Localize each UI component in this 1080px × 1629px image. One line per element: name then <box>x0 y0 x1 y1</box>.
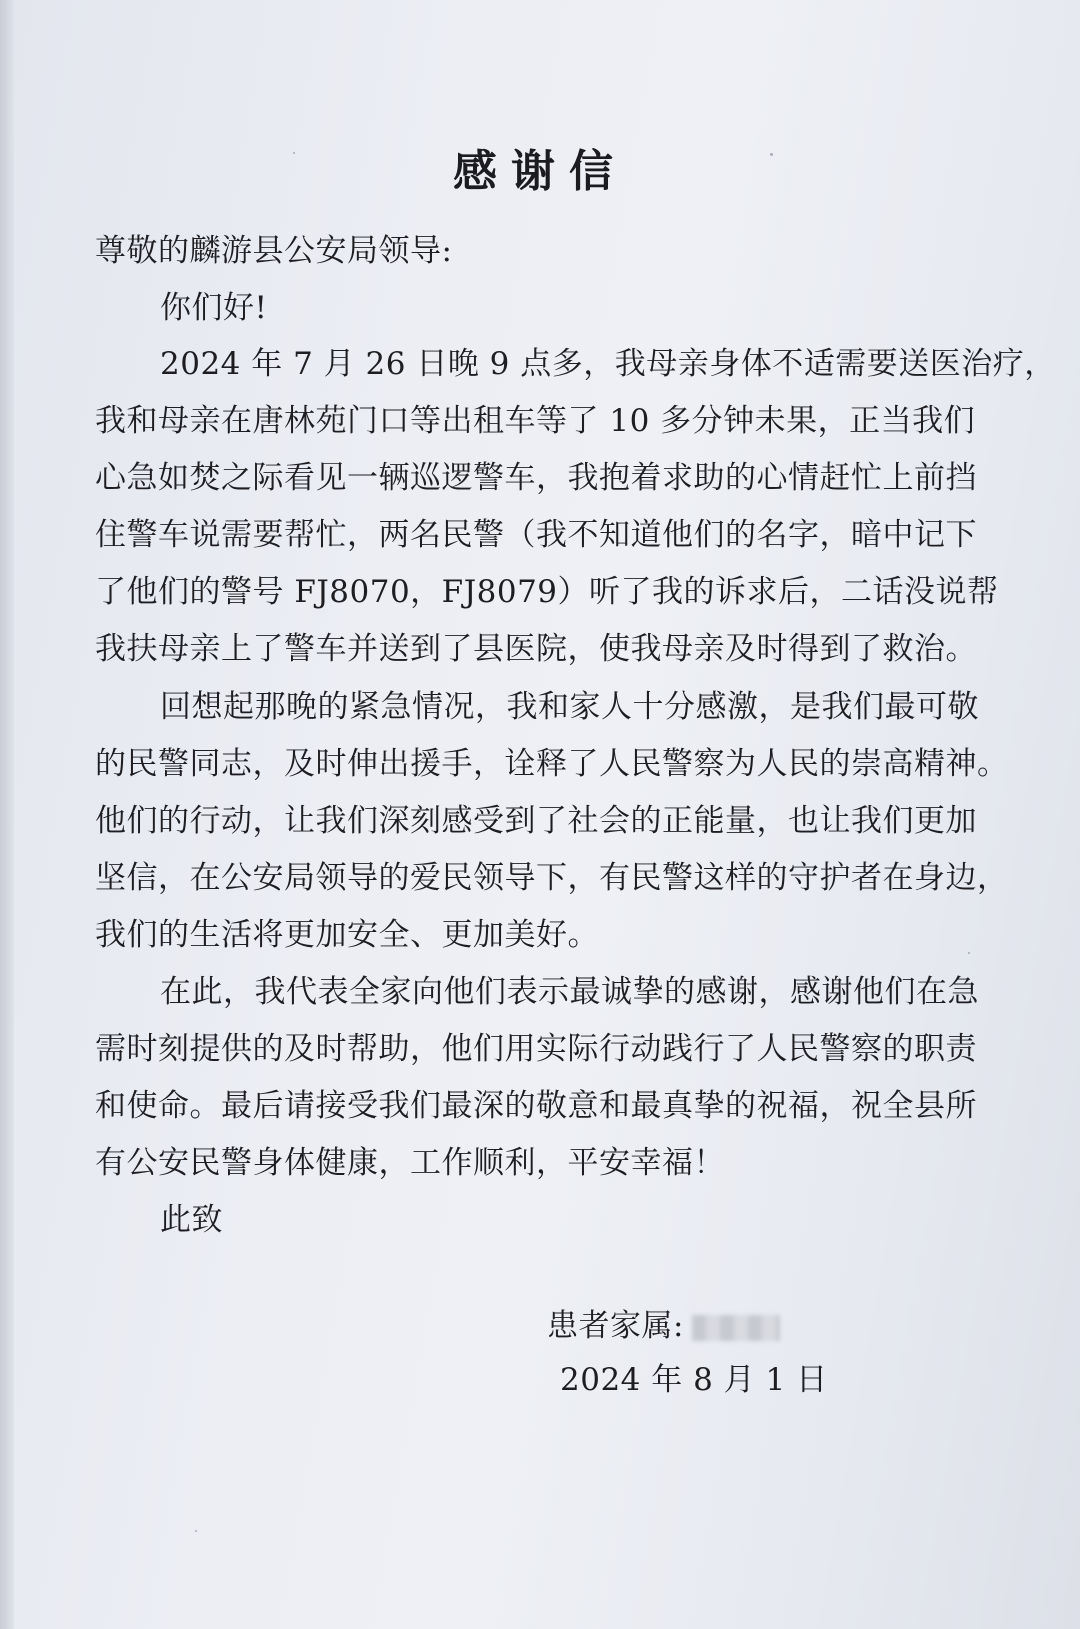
paragraph-line: 我们的生活将更加安全、更加美好。 <box>95 917 599 953</box>
greeting: 你们好! <box>160 290 268 326</box>
paragraph-line: 有公安民警身体健康，工作顺利，平安幸福！ <box>95 1145 725 1181</box>
paragraph-line: 住警车说需要帮忙，两名民警（我不知道他们的名字，暗中记下 <box>95 517 977 553</box>
paragraph-line: 心急如焚之际看见一辆巡逻警车，我抱着求助的心情赶忙上前挡 <box>95 460 977 496</box>
salutation: 尊敬的麟游县公安局领导: <box>95 233 453 269</box>
paragraph-line: 的民警同志，及时伸出援手，诠释了人民警察为人民的崇高精神。 <box>95 746 1009 782</box>
paragraph-line: 需时刻提供的及时帮助，他们用实际行动践行了人民警察的职责 <box>95 1031 977 1067</box>
paragraph-line: 坚信，在公安局领导的爱民领导下，有民警这样的守护者在身边， <box>95 860 1009 896</box>
redacted-name <box>692 1315 780 1341</box>
closing: 此致 <box>160 1202 223 1238</box>
paragraph-line: 和使命。最后请接受我们最深的敬意和最真挚的祝福，祝全县所 <box>95 1088 977 1124</box>
paragraph-line: 了他们的警号 FJ8070，FJ8079）听了我的诉求后，二话没说帮 <box>95 574 999 610</box>
paragraph-line: 2024 年 7 月 26 日晚 9 点多，我母亲身体不适需要送医治疗， <box>160 346 1056 382</box>
paper-speck <box>195 1530 197 1532</box>
paragraph-line: 在此，我代表全家向他们表示最诚挚的感谢，感谢他们在急 <box>160 974 979 1010</box>
paragraph-line: 我和母亲在唐林苑门口等出租车等了 10 多分钟未果，正当我们 <box>95 403 976 439</box>
paragraph-line: 回想起那晚的紧急情况，我和家人十分感激，是我们最可敬 <box>160 689 979 725</box>
letter-date: 2024 年 8 月 1 日 <box>560 1362 828 1398</box>
signature-label: 患者家属: <box>547 1308 684 1344</box>
signature-line <box>547 1306 780 1346</box>
paragraph-line: 他们的行动，让我们深刻感受到了社会的正能量，也让我们更加 <box>95 803 977 839</box>
paper-edge <box>0 0 14 1629</box>
paragraph-line: 我扶母亲上了警车并送到了县医院，使我母亲及时得到了救治。 <box>95 631 977 667</box>
paper-speck <box>968 952 970 954</box>
letter-title: 感谢信 <box>453 146 627 197</box>
